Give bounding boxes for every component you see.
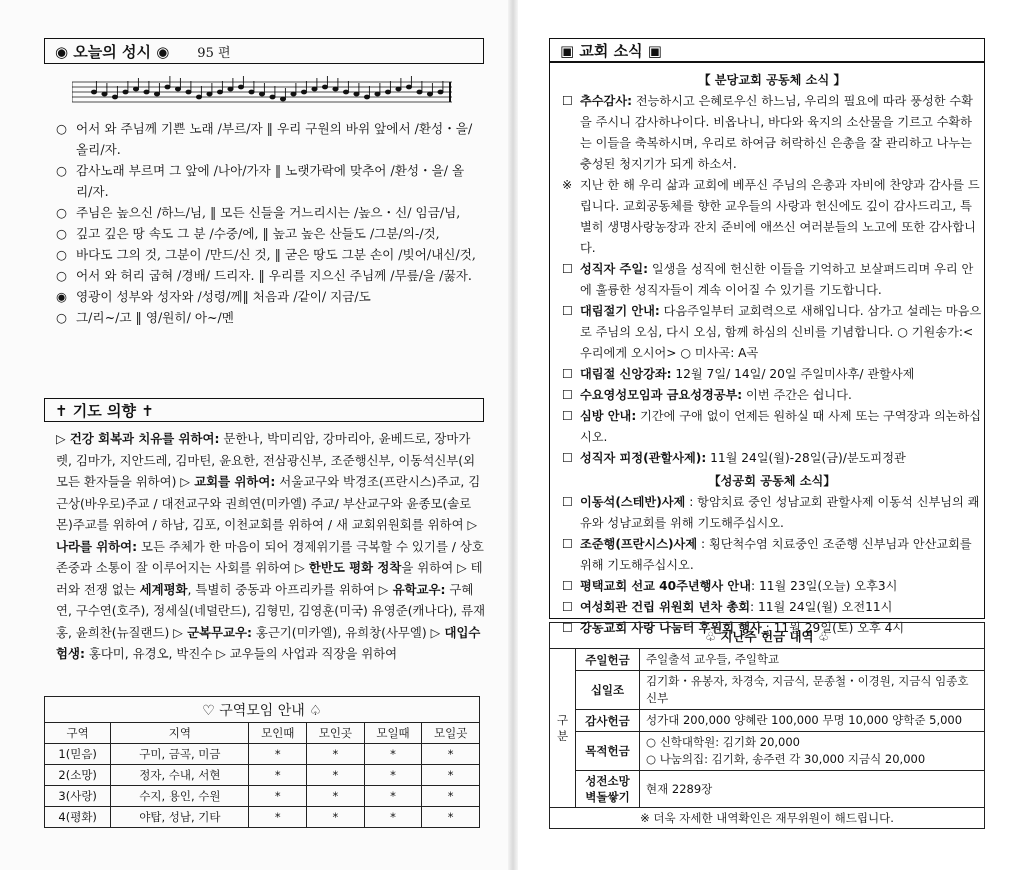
news-item-text (580, 534, 982, 576)
news-item-body: : 11월 29일(토) 오후 4시 (761, 621, 905, 635)
news-item (562, 448, 982, 469)
prayer-world-head: 세계평화 (139, 581, 188, 597)
news-item (562, 406, 982, 448)
music-note (438, 90, 443, 94)
news-item-text (580, 492, 982, 534)
group-table-cell: * (364, 807, 422, 828)
verse-marker: ○ (56, 247, 67, 262)
news-item-text (580, 175, 982, 259)
group-table-row (45, 786, 480, 807)
verse-item (56, 286, 476, 307)
offering-row (550, 649, 985, 671)
prayer-health: 문한나, 박미리암, 강마리아, 윤베드로, 장마가렛, 김마가, 지안드레, 김마틴, 윤요한, 전삼광신부, 조준행신부, 이동석신부(외 모든 환자들을 위하여) (56, 431, 476, 489)
group-table-cell: 4(평화) (45, 807, 111, 828)
group-table-cell: 정자, 수내, 서현 (111, 765, 249, 786)
news-item-text (580, 597, 982, 618)
news-item (562, 597, 982, 618)
news-item-head: 추수감사: (580, 94, 632, 108)
news-item-body: 전능하시고 은혜로우신 하느님, 우리의 필요에 따라 풍성한 수확을 주시니 감사하나이다. 비옵나니, 바다와 육지의 소산물을 기르고 수확하는 이들을 축복하시며, 우리로 하여금 허락하신 은총을 잘 관리하고 나누는 충성된 청지기가 되게 하소서. (580, 94, 973, 171)
group-table-header: 모인때 (249, 723, 307, 744)
music-note (102, 92, 107, 96)
group-table-row (45, 807, 480, 828)
verse-item (56, 118, 476, 160)
group-table-cell: * (249, 765, 307, 786)
music-note (133, 87, 138, 91)
offering-table (549, 622, 985, 829)
news-item (562, 301, 982, 364)
news-item-body: 지난 한 해 우리 삶과 교회에 베푸신 주님의 은총과 자비에 찬양과 감사를 드립니다. 교회공동체를 향한 교우들의 사랑과 헌신에도 깊이 감사드리고, 특별히 생명사랑농장과 잔치 준비에 애쓰신 여러분들의 노고에 또한 감사합니다. (580, 178, 980, 255)
group-table-header: 구역 (45, 723, 111, 744)
verse-text: 어서 와 허리 굽혀 /경배/ 드리자. ‖ 우리를 지으신 주님께 /무릎/을 /꿇자. (76, 268, 472, 283)
page-gutter (508, 0, 518, 870)
music-note (249, 90, 254, 94)
news-item (562, 492, 982, 534)
news-item (562, 576, 982, 597)
checkbox-icon: ☐ (562, 262, 573, 276)
verse-text: 어서 와 주님께 기쁜 노래 /부르/자 ‖ 우리 구원의 바위 앞에서 /환성・을/올리/자. (76, 121, 473, 157)
offering-label: 감사헌금 (576, 710, 640, 732)
offering-value: 김기화・유봉자, 차경숙, 지금식, 문종철・이경원, 지금식 임종호신부 (640, 671, 985, 710)
group-table-header: 지역 (111, 723, 249, 744)
news-item-text (580, 385, 982, 406)
offering-title: ♧ 지난주 헌금 내역 ♧ (550, 623, 985, 649)
prayer-intentions (56, 428, 486, 665)
prayer-nation-head: ▷ 나라를 위하여: (56, 517, 478, 554)
music-note (343, 90, 348, 94)
news-item (562, 534, 982, 576)
news-item-head: 이동석(스테반)사제 (580, 495, 686, 509)
offering-row (550, 771, 985, 808)
news-item-head: 성직자 주일: (580, 262, 648, 276)
music-note (144, 90, 149, 94)
checkbox-icon: ☐ (562, 537, 573, 551)
news-item-body: 이번 주간은 쉽니다. (742, 388, 852, 402)
verse-text: 영광이 성부와 성자와 /성령/께‖ 처음과 /같이/ 지금/도 (76, 289, 371, 304)
news-item-text (580, 576, 982, 597)
checkbox-icon: ☐ (562, 94, 573, 108)
prayer-exam: 홍다미, 유경오, 박진수 ▷ 교우들의 사업과 직장을 위하여 (84, 646, 398, 661)
news-item (562, 364, 982, 385)
music-score (72, 74, 452, 110)
hymn-number: 95 편 (197, 45, 231, 61)
music-note (354, 92, 359, 96)
music-note (333, 87, 338, 91)
verse-item (56, 307, 476, 328)
group-table-cell: * (249, 807, 307, 828)
checkbox-icon: ☐ (562, 304, 573, 318)
music-note (259, 92, 264, 96)
prayer-church-head: ▷ 교회를 위하여: (180, 474, 276, 489)
verse-marker: ○ (56, 121, 67, 136)
hymn-title-box (44, 38, 484, 64)
group-table-row (45, 744, 480, 765)
music-note (154, 92, 159, 96)
verse-marker: ○ (56, 310, 67, 325)
verse-marker: ○ (56, 163, 67, 178)
verse-marker: ○ (56, 205, 67, 220)
prayer-peace: 을 위하여 ▷ 테러와 전쟁 없는 (56, 560, 483, 597)
group-table-cell: * (422, 744, 480, 765)
prayer-abroad: 구혜연, 구수연(호주), 정세실(네덜란드), 김형민, 김영훈(미국) 유영준(캐나다), 류재홍, 윤희찬(뉴질랜드) (56, 581, 486, 640)
news-item-text (580, 406, 982, 448)
offering-side-label: 구분 (550, 649, 576, 808)
news-item-head: 대림절기 안내: (580, 304, 660, 318)
group-meeting-table (44, 696, 480, 828)
news-item (562, 385, 982, 406)
music-note (280, 97, 285, 101)
music-note (406, 85, 411, 89)
news-item (562, 175, 982, 259)
group-table-header: 모일때 (364, 723, 422, 744)
music-note (112, 95, 117, 99)
group-table-cell: * (249, 786, 307, 807)
group-table-cell: * (422, 807, 480, 828)
news-item-head: 심방 안내: (580, 409, 637, 423)
prayer-health-head: ▷ 건강 회복과 치유를 위하여: (56, 431, 220, 446)
news-item-head: 수요영성모임과 금요성경공부: (580, 388, 743, 402)
offering-value: 주일출석 교우들, 주일학교 (640, 649, 985, 671)
offering-value: 성가대 200,000 양혜란 100,000 무명 10,000 양학준 5,000 (640, 710, 985, 732)
music-note (186, 90, 191, 94)
news-item (562, 91, 982, 175)
music-note (165, 85, 170, 89)
music-note (385, 90, 390, 94)
news-item-body: : 11월 23일(오늘) 오후3시 (750, 579, 898, 593)
prayer-peace-head: ▷ 한반도 평화 정착 (295, 560, 402, 575)
music-note (396, 87, 401, 91)
verse-text: 깊고 깊은 땅 속도 그 분 /수중/에, ‖ 높고 높은 산들도 /그분/의-/것, (76, 226, 440, 241)
news-item-text (580, 364, 982, 385)
section-bundang: 【 분당교회 공동체 소식 】 (698, 73, 846, 87)
news-item-body: : 11월 24일(월) 오전11시 (750, 600, 893, 614)
checkbox-icon: ☐ (562, 388, 573, 402)
music-note (270, 95, 275, 99)
music-note (322, 85, 327, 89)
group-table-title: ♡ 구역모임 안내 ♤ (45, 697, 480, 723)
music-note (207, 92, 212, 96)
music-note (375, 92, 380, 96)
verse-text: 주님은 높으신 /하느/님, ‖ 모든 신들을 거느리시는 /높으・신/ 임금/님, (76, 205, 461, 220)
music-note (91, 90, 96, 94)
offering-label: 목적헌금 (576, 732, 640, 771)
verse-text: 바다도 그의 것, 그분이 /만드/신 것, ‖ 굳은 땅도 그분 손이 /빚어/내신/것, (76, 247, 476, 262)
music-note (291, 92, 296, 96)
prayer-abroad-head: ▷ 유학교우: (378, 581, 446, 597)
hymn-title: ◉ 오늘의 성시 ◉ (55, 42, 170, 61)
offering-row (550, 732, 985, 771)
bundang-news-list (562, 91, 982, 469)
news-item-head: 강동교회 사랑 나눔터 후원회 행사 (580, 621, 762, 635)
music-note (175, 87, 180, 91)
news-item-head: 평택교회 선교 40주년행사 안내 (580, 579, 751, 593)
music-note (123, 90, 128, 94)
section-anglican: 【성공회 공동체 소식】 (708, 474, 836, 488)
group-table-cell: 2(소망) (45, 765, 111, 786)
offering-value: ○ 신학대학원: 김기화 20,000 ○ 나눔의집: 김기화, 송주련 각 30,000 지금식 20,000 (640, 732, 985, 771)
group-table-cell: 1(믿음) (45, 744, 111, 765)
prayer-church: 서울교구와 박경조(프란시스)주교, 김근상(바우로)주교 / 대전교구와 권희연(미카엘) 주교/ 부산교구와 윤종모(솔로몬)주교를 위하여 / 하남, 김포, 이천교회를 위하여 / 새 교회위원회를 위하여 (56, 474, 481, 532)
prayer-title: ✝ 기도 의향 ✝ (55, 401, 154, 420)
checkbox-icon: ☐ (562, 621, 573, 635)
group-table-header: 모인곳 (307, 723, 365, 744)
group-table-cell: 구미, 금곡, 미금 (111, 744, 249, 765)
news-item-body: 12월 7일/ 14일/ 20일 주일미사후/ 관할사제 (671, 367, 915, 381)
group-table-cell: * (364, 765, 422, 786)
news-item (562, 259, 982, 301)
music-note (196, 95, 201, 99)
checkbox-icon: ☐ (562, 495, 573, 509)
music-note (312, 87, 317, 91)
group-table-cell: 야탑, 성남, 기타 (111, 807, 249, 828)
checkbox-icon: ☐ (562, 579, 573, 593)
group-table-cell: 수지, 용인, 수원 (111, 786, 249, 807)
group-table-cell: * (307, 786, 365, 807)
verse-text: 감사노래 부르며 그 앞에 /나아/가자 ‖ 노랫가락에 맞추어 /환성・을/ 올리/자. (76, 163, 465, 199)
checkbox-icon: ☐ (562, 451, 573, 465)
verse-marker: ○ (56, 226, 67, 241)
news-item-text (580, 301, 982, 364)
prayer-military-head: ▷ 군복무교우: (173, 624, 252, 640)
news-item-body: : 횡단척수염 치료중인 조준행 신부님과 안산교회를 위해 기도해주십시오. (580, 537, 972, 572)
news-item-text (580, 91, 982, 175)
music-note (301, 90, 306, 94)
group-table-cell: * (422, 786, 480, 807)
group-table-cell: * (307, 807, 365, 828)
offering-label: 주일헌금 (576, 649, 640, 671)
prayer-nation: 모든 주체가 한 마음이 되어 경제위기를 극복할 수 있기를 / 상호존중과 소통이 잘 이루어지는 사회를 위하여 (56, 538, 484, 575)
group-table-cell: * (364, 786, 422, 807)
offering-row (550, 671, 985, 710)
news-item-head: 대림절 신앙강좌: (580, 367, 672, 381)
music-note (364, 95, 369, 99)
prayer-exam-head: ▷ 대입수험생: (56, 624, 481, 661)
verse-item (56, 160, 476, 202)
checkbox-icon: ☐ (562, 600, 573, 614)
offering-label: 성전소망 벽돌쌓기 (576, 771, 640, 808)
music-note (427, 92, 432, 96)
news-item-body: 일생을 성직에 헌신한 이들을 기억하고 보살펴드리며 우리 안에 훌륭한 성직자들이 계속 이어질 수 있기를 기도합니다. (580, 262, 974, 297)
verse-marker: ○ (56, 268, 67, 283)
offering-label: 십일조 (576, 671, 640, 710)
group-table-cell: 3(사랑) (45, 786, 111, 807)
news-item-text (580, 259, 982, 301)
offering-note: ※ 더욱 자세한 내역확인은 재무위원이 해드립니다. (550, 808, 985, 829)
checkbox-icon: ☐ (562, 409, 573, 423)
anglican-news-list (562, 492, 982, 639)
news-item-body: 11월 24일(월)-28일(금)/분도피정관 (706, 451, 906, 465)
group-table-header: 모일곳 (422, 723, 480, 744)
checkbox-icon: ☐ (562, 367, 573, 381)
group-table-cell: * (364, 744, 422, 765)
news-item-head: 조준행(프란시스)사제 (580, 537, 698, 551)
news-item-body: 다음주일부터 교회력으로 새해입니다. 삼가고 설레는 마음으로 주님의 오심, 다시 오심, 함께 하심의 신비를 기념합니다. ○ 기원송가:<우리에게 오시어> ○ 미사곡: A곡 (580, 304, 982, 360)
music-note (228, 87, 233, 91)
offering-value: 현재 2289장 (640, 771, 985, 808)
checkbox-icon: ※ (562, 178, 573, 192)
news-item-body: : 항암치료 중인 성남교회 관할사제 이동석 신부님의 쾌유와 성남교회를 위해 기도해주십시오. (580, 495, 980, 530)
verse-item (56, 265, 476, 286)
verse-text: 그/리~/고 ‖ 영/원히/ 아~/멘 (76, 310, 234, 325)
group-table-cell: * (422, 765, 480, 786)
psalm-verses (56, 118, 476, 328)
music-note (238, 85, 243, 89)
verse-item (56, 223, 476, 244)
group-table-cell: * (307, 744, 365, 765)
verse-marker: ◉ (56, 289, 67, 304)
prayer-title-box (44, 398, 484, 422)
prayer-world: , 특별히 중동과 아프리카를 위하여 (187, 581, 379, 597)
group-table-cell: * (249, 744, 307, 765)
verse-item (56, 244, 476, 265)
verse-item (56, 202, 476, 223)
news-title: ▣ 교회 소식 ▣ (560, 41, 662, 60)
news-item-text (580, 448, 982, 469)
prayer-military: 홍근기(미카엘), 유희창(사무엘) (251, 624, 431, 640)
news-content (562, 70, 982, 639)
news-item-head: 성직자 피정(관할사제): (580, 451, 707, 465)
group-table-cell: * (307, 765, 365, 786)
news-item-body: 기간에 구애 없이 언제든 원하실 때 사제 또는 구역장과 의논하십시오. (580, 409, 982, 444)
offering-row (550, 710, 985, 732)
music-note (217, 90, 222, 94)
group-table-row (45, 765, 480, 786)
news-title-box (549, 38, 985, 62)
news-item-head: 여성회관 건립 위원회 년차 총회 (580, 600, 751, 614)
music-note (417, 90, 422, 94)
